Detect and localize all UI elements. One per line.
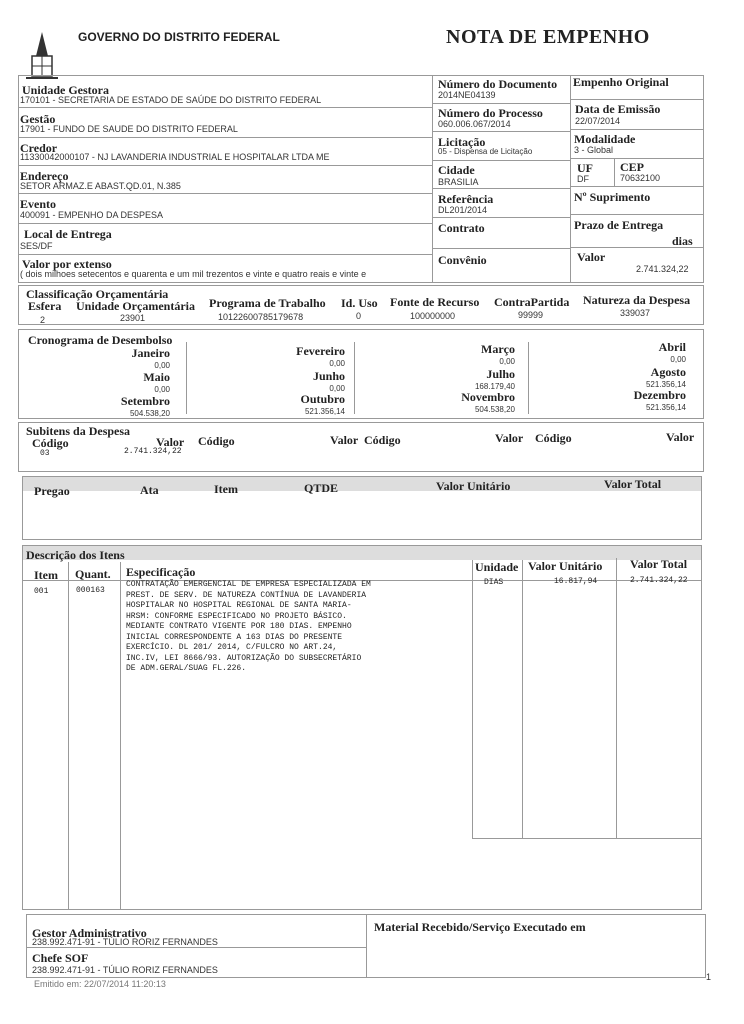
evento-value: 400091 - EMPENHO DA DESPESA xyxy=(20,210,164,220)
numero-documento-value: 2014NE04139 xyxy=(438,90,496,100)
evento-label: Evento xyxy=(20,197,56,211)
pregao-header: Pregao xyxy=(34,484,70,498)
subitens-valor-header-2: Valor xyxy=(330,433,359,447)
subitem-codigo: 03 xyxy=(40,449,50,458)
modalidade-value: 3 - Global xyxy=(574,145,614,155)
itens-title: Descrição dos Itens xyxy=(26,548,125,562)
month-janeiro: Janeiro 0,00 xyxy=(131,346,170,370)
unidade-gestora-value: 170101 - SECRETARIA DE ESTADO DE SAÚDE DO DISTRITO FEDERAL xyxy=(20,95,322,105)
contrapartida-value: 99999 xyxy=(518,310,544,320)
month-marco: Março 0,00 xyxy=(481,342,515,366)
cep-label: CEP xyxy=(620,160,644,174)
contrapartida-header: ContraPartida xyxy=(494,295,570,309)
valor-label: Valor xyxy=(577,250,606,264)
especificacao-col-header: Especificação xyxy=(126,565,196,579)
prazo-dias-unit: dias xyxy=(672,234,693,248)
subitens-codigo-header-1: Código xyxy=(32,436,69,450)
local-entrega-label: Local de Entrega xyxy=(24,227,112,241)
item-especificacao: CONTRATAÇÃO EMERGENCIAL DE EMPRESA ESPECIALIZADA EM PREST. DE SERV. DE NATUREZA CONTÍNUA DE LAVANDERIA HOSPITALAR NO HOSPITAL REGIONAL DE SANTA MARIA- HRSM: CONFORME ESPECIFICADO NO PROJETO BÁSICO. MEDIANTE CONTRATO VIGENTE POR 180 DIAS. EMPENHO INICIAL CORRESPONDENTE A 163 DIAS DO PRESENTE EXERCÍCIO. DL 201/ 2014, C/FULCRO NO ART.24, INC.IV, LEI 8666/93. AUTORIZAÇÃO DO SUBSECRETÁRIO DE ADM.GERAL/SUAG FL.226. xyxy=(126,580,371,673)
gestao-label: Gestão xyxy=(20,112,56,126)
qtde-header: QTDE xyxy=(304,481,339,495)
pregao-header-bar xyxy=(23,477,701,491)
subitens-codigo-header-3: Código xyxy=(364,433,401,447)
valor-unitario-header: Valor Unitário xyxy=(436,479,511,493)
fonte-recurso-header: Fonte de Recurso xyxy=(390,295,480,309)
natureza-despesa-value: 339037 xyxy=(620,308,651,318)
subitens-valor-header-1: Valor xyxy=(156,435,185,449)
month-junho: Junho 0,00 xyxy=(312,369,345,393)
item-valor-total: 2.741.324,22 xyxy=(630,576,688,585)
classificacao-title: Classificação Orçamentária xyxy=(26,287,169,301)
data-emissao-value: 22/07/2014 xyxy=(575,116,621,126)
subitens-valor-header-3: Valor xyxy=(495,431,524,445)
contrato-label: Contrato xyxy=(438,221,485,235)
id-uso-header: Id. Uso xyxy=(341,296,378,310)
item-header: Item xyxy=(214,482,238,496)
gestor-label: Gestor Administrativo xyxy=(32,926,147,940)
valor-unitario-col-header: Valor Unitário xyxy=(528,559,603,573)
month-maio: Maio 0,00 xyxy=(143,370,170,394)
cidade-label: Cidade xyxy=(438,163,475,177)
numero-documento-label: Número do Documento xyxy=(438,77,558,91)
month-setembro: Setembro 504.538,20 xyxy=(120,394,170,418)
ata-header: Ata xyxy=(140,483,159,497)
unidade-orcamentaria-header: Unidade Orçamentária xyxy=(76,299,195,313)
subitens-codigo-header-2: Código xyxy=(198,434,235,448)
modalidade-label: Modalidade xyxy=(574,132,636,146)
fonte-recurso-value: 100000000 xyxy=(410,311,456,321)
item-number: 001 xyxy=(34,587,49,596)
credor-label: Credor xyxy=(20,141,58,155)
month-fevereiro: Fevereiro 0,00 xyxy=(296,344,345,368)
programa-trabalho-header: Programa de Trabalho xyxy=(209,296,326,310)
document-title: NOTA DE EMPENHO xyxy=(446,26,650,48)
month-abril: Abril 0,00 xyxy=(658,340,686,364)
numero-processo-label: Número do Processo xyxy=(438,106,543,120)
suprimento-label: Nº Suprimento xyxy=(574,190,651,204)
data-emissao-label: Data de Emissão xyxy=(575,102,661,116)
prazo-entrega-label: Prazo de Entrega xyxy=(574,218,664,232)
chefe-sof-value: 238.992.471-91 - TÚLIO RORIZ FERNANDES xyxy=(32,965,218,975)
valor-total-col-header: Valor Total xyxy=(630,557,688,571)
item-quantity: 000163 xyxy=(76,586,105,595)
cep-value: 70632100 xyxy=(620,173,661,183)
material-recebido-label: Material Recebido/Serviço Executado em xyxy=(374,920,586,934)
item-col-header: Item xyxy=(34,568,58,582)
referencia-label: Referência xyxy=(438,192,494,206)
chefe-sof-label: Chefe SOF xyxy=(32,951,89,965)
licitacao-label: Licitação xyxy=(438,135,486,149)
uf-value: DF xyxy=(577,174,589,184)
credor-value: 11330042000107 - NJ LAVANDERIA INDUSTRIAL E HOSPITALAR LTDA ME xyxy=(20,152,330,162)
valor-total-value: 2.741.324,22 xyxy=(636,264,689,274)
uf-label: UF xyxy=(577,161,593,175)
licitacao-value: 05 - Dispensa de Licitação xyxy=(438,147,533,156)
month-novembro: Novembro 504.538,20 xyxy=(461,390,515,414)
valor-total-header: Valor Total xyxy=(604,477,662,491)
cronograma-title: Cronograma de Desembolso xyxy=(28,333,173,347)
endereco-value: SETOR ARMAZ.E ABAST.QD.01, N.385 xyxy=(20,181,181,191)
id-uso-value: 0 xyxy=(356,311,362,321)
valor-extenso-label: Valor por extenso xyxy=(22,257,112,271)
gestor-value: 238.992.471-91 - TÚLIO RORIZ FERNANDES xyxy=(32,937,218,947)
emitido-em: Emitido em: 22/07/2014 11:20:13 xyxy=(34,979,166,989)
item-valor-unitario: 16.817,94 xyxy=(554,577,598,586)
referencia-value: DL201/2014 xyxy=(438,205,488,215)
convenio-label: Convênio xyxy=(438,253,487,267)
endereco-label: Endereço xyxy=(20,169,69,183)
item-unidade: DIAS xyxy=(484,578,504,587)
unidade-orcamentaria-value: 23901 xyxy=(120,313,146,323)
quant-col-header: Quant. xyxy=(75,567,111,581)
local-entrega-value: SES/DF xyxy=(20,241,53,251)
month-outubro: Outubro 521.356,14 xyxy=(300,392,345,416)
month-julho: Julho 168.179,40 xyxy=(474,367,515,391)
subitens-valor-header-4: Valor xyxy=(666,430,695,444)
subitens-title: Subitens da Despesa xyxy=(26,424,131,438)
government-name: GOVERNO DO DISTRITO FEDERAL xyxy=(78,30,280,44)
programa-trabalho-value: 10122600785179678 xyxy=(218,312,304,322)
subitem-valor: 2.741.324,22 xyxy=(124,447,182,456)
unidade-col-header: Unidade xyxy=(475,560,519,574)
page-number: 1 xyxy=(706,972,712,982)
natureza-despesa-header: Natureza da Despesa xyxy=(583,293,691,307)
esfera-header: Esfera xyxy=(28,299,62,313)
month-dezembro: Dezembro 521.356,14 xyxy=(633,388,686,412)
month-agosto: Agosto 521.356,14 xyxy=(645,365,686,389)
valor-extenso-value: ( dois milhoes setecentos e quarenta e um mil trezentos e vinte e quatro reais e vinte e xyxy=(20,269,367,279)
unidade-gestora-label: Unidade Gestora xyxy=(22,83,109,97)
subitens-codigo-header-4: Código xyxy=(535,431,572,445)
numero-processo-value: 060.006.067/2014 xyxy=(438,119,511,129)
empenho-original-label: Empenho Original xyxy=(573,75,669,89)
gestao-value: 17901 - FUNDO DE SAUDE DO DISTRITO FEDERAL xyxy=(20,124,238,134)
cidade-value: BRASILIA xyxy=(438,177,479,187)
esfera-value: 2 xyxy=(40,315,46,325)
